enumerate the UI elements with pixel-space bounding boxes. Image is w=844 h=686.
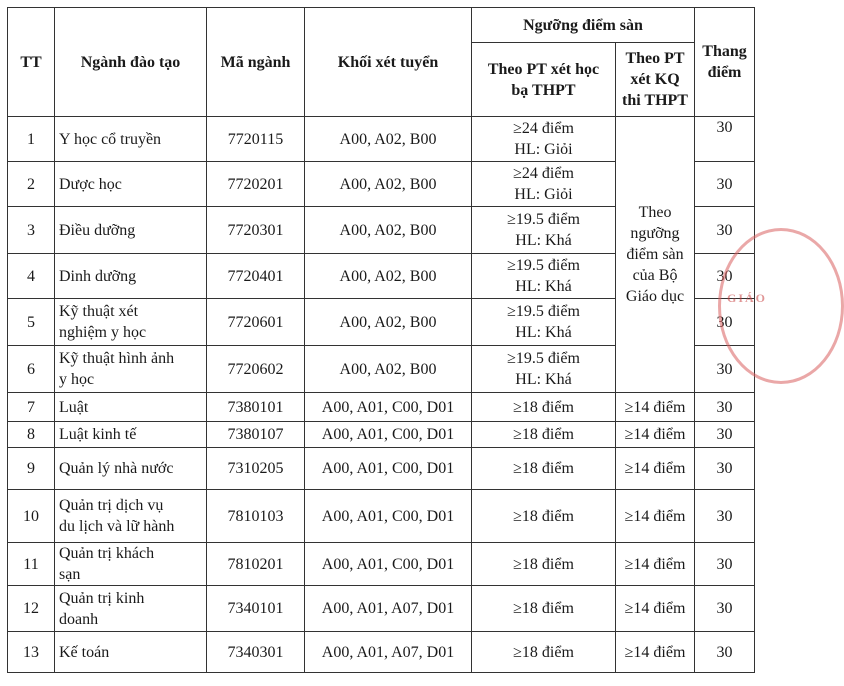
cell-major-line: Điều dưỡng [59,221,136,239]
cell-tt: 4 [8,254,55,299]
cell-code: 7720401 [207,254,305,299]
cell-scale: 30 [695,448,755,490]
cell-tt: 7 [8,393,55,422]
cell-hocba-line: ≥19.5 điểm [507,257,580,274]
cell-scale: 30 [695,632,755,673]
header-by-hocba [472,43,616,117]
cell-blocks: A00, A02, B00 [305,254,472,299]
table-row [8,586,755,632]
cell-hocba-line: ≥18 điểm [513,460,574,477]
cell-hocba [472,490,616,543]
cell-hocba [472,117,616,162]
cell-code: 7720602 [207,346,305,393]
cell-hocba-line: ≥24 điểm [513,120,574,137]
cell-blocks: A00, A01, A07, D01 [305,632,472,673]
cell-thpt: ≥14 điểm [616,490,695,543]
cell-hocba-line: ≥18 điểm [513,426,574,443]
cell-blocks: A00, A02, B00 [305,207,472,254]
cell-major-line: Luật [59,398,89,416]
cell-major [55,117,207,162]
header-tt: TT [8,8,55,117]
cell-blocks: A00, A02, B00 [305,346,472,393]
header-code: Mã ngành [207,8,305,117]
cell-blocks: A00, A01, C00, D01 [305,422,472,448]
header-major: Ngành đào tạo [55,8,207,117]
cell-major-line: Dinh dưỡng [59,267,137,285]
cell-major [55,448,207,490]
header-hocba-line: bạ THPT [511,81,576,99]
cell-hocba-line: ≥19.5 điểm [507,350,580,367]
cell-hocba-line: ≥19.5 điểm [507,211,580,228]
cell-major [55,207,207,254]
cell-code: 7380101 [207,393,305,422]
cell-scale: 30 [695,162,755,207]
cell-tt: 12 [8,586,55,632]
cell-major [55,543,207,586]
cell-major [55,490,207,543]
table-body [8,117,755,673]
table-row [8,543,755,586]
cell-blocks: A00, A02, B00 [305,299,472,346]
cell-tt: 2 [8,162,55,207]
cell-hocba [472,162,616,207]
cell-code: 7340301 [207,632,305,673]
cell-blocks: A00, A01, C00, D01 [305,543,472,586]
cell-tt: 3 [8,207,55,254]
admission-threshold-table [7,7,755,673]
cell-major-line: doanh [59,610,99,628]
cell-major [55,254,207,299]
cell-tt: 10 [8,490,55,543]
cell-scale: 30 [695,422,755,448]
table-row [8,448,755,490]
cell-hocba-line: HL: Khá [515,324,572,341]
cell-hocba-line: HL: Giỏi [514,186,573,203]
thpt-note-line: điểm sàn [626,246,684,263]
cell-major [55,162,207,207]
cell-major-line: Quản trị dịch vụ [59,497,164,514]
cell-hocba [472,632,616,673]
table-header [8,8,755,117]
header-threshold: Ngưỡng điểm sàn [472,8,695,43]
cell-scale: 30 [695,393,755,422]
table-row [8,422,755,448]
header-blocks: Khối xét tuyển [305,8,472,117]
header-thpt-line: xét KQ [630,71,680,88]
cell-major-line: nghiệm y học [59,324,147,341]
table-row [8,632,755,673]
cell-major [55,586,207,632]
cell-code: 7720601 [207,299,305,346]
cell-major [55,393,207,422]
cell-thpt-merged-note [616,117,695,393]
header-by-thpt [616,43,695,117]
cell-major-line: Quản trị kinh [59,589,145,607]
cell-major-line: Kế toán [59,643,110,661]
thpt-note-line: Theo [638,204,672,221]
header-scale [695,8,755,117]
cell-tt: 6 [8,346,55,393]
cell-scale: 30 [695,490,755,543]
thpt-note-line: Giáo dục [625,288,685,305]
header-hocba-line: Theo PT xét học [487,60,600,78]
cell-hocba-line: ≥18 điểm [513,600,574,617]
cell-major-line: Quản trị khách [59,545,155,562]
header-scale-line: Thang [702,43,747,60]
cell-thpt: ≥14 điểm [616,393,695,422]
cell-tt: 5 [8,299,55,346]
cell-hocba-line: ≥24 điểm [513,165,574,182]
cell-hocba [472,448,616,490]
cell-hocba-line: ≥19.5 điểm [507,303,580,320]
cell-hocba-line: ≥18 điểm [513,507,574,525]
cell-major-line: sạn [59,566,81,583]
cell-hocba-line: HL: Khá [515,371,572,388]
cell-major [55,422,207,448]
cell-thpt: ≥14 điểm [616,632,695,673]
cell-blocks: A00, A01, C00, D01 [305,490,472,543]
cell-code: 7810103 [207,490,305,543]
cell-major-line: Dược học [59,175,122,193]
cell-hocba-line: HL: Khá [515,232,572,249]
cell-thpt: ≥14 điểm [616,448,695,490]
cell-hocba-line: ≥18 điểm [513,398,574,416]
cell-blocks: A00, A01, C00, D01 [305,448,472,490]
cell-tt: 9 [8,448,55,490]
table-row [8,393,755,422]
cell-tt: 11 [8,543,55,586]
cell-code: 7810201 [207,543,305,586]
cell-major [55,346,207,393]
cell-scale: 30 [695,254,755,299]
cell-hocba [472,254,616,299]
cell-scale: 30 [695,346,755,393]
cell-hocba-line: ≥18 điểm [513,643,574,661]
cell-code: 7720201 [207,162,305,207]
cell-blocks: A00, A01, C00, D01 [305,393,472,422]
cell-code: 7720115 [207,117,305,162]
cell-thpt: ≥14 điểm [616,422,695,448]
thpt-note-line: của Bộ [632,267,678,284]
cell-code: 7720301 [207,207,305,254]
cell-hocba-line: HL: Khá [515,278,572,295]
cell-tt: 1 [8,117,55,162]
cell-scale: 30 [695,117,755,162]
cell-hocba [472,299,616,346]
cell-major-line: Quản lý nhà nước [59,460,174,477]
cell-code: 7310205 [207,448,305,490]
cell-scale: 30 [695,543,755,586]
cell-thpt: ≥14 điểm [616,543,695,586]
thpt-note-line: ngưỡng [630,225,680,242]
table-row [8,490,755,543]
cell-code: 7380107 [207,422,305,448]
cell-hocba-line: ≥18 điểm [513,555,574,573]
cell-blocks: A00, A02, B00 [305,162,472,207]
cell-major-line: Kỹ thuật xét [59,303,139,320]
cell-scale: 30 [695,299,755,346]
header-thpt-line: Theo PT [625,50,685,67]
cell-hocba [472,346,616,393]
header-scale-line: điểm [707,64,742,81]
cell-code: 7340101 [207,586,305,632]
cell-major-line: y học [59,371,95,388]
cell-hocba [472,207,616,254]
cell-major [55,632,207,673]
cell-tt: 8 [8,422,55,448]
cell-blocks: A00, A01, A07, D01 [305,586,472,632]
cell-hocba [472,393,616,422]
cell-blocks: A00, A02, B00 [305,117,472,162]
cell-major-line: Y học cổ truyền [59,130,162,148]
table-row [8,117,755,162]
cell-hocba [472,422,616,448]
cell-major-line: Luật kinh tế [59,426,137,443]
cell-thpt: ≥14 điểm [616,586,695,632]
header-thpt-line: thi THPT [622,92,688,109]
cell-major-line: Kỹ thuật hình ảnh [59,350,175,367]
cell-scale: 30 [695,586,755,632]
cell-tt: 13 [8,632,55,673]
cell-scale: 30 [695,207,755,254]
cell-major [55,299,207,346]
cell-hocba-line: HL: Giỏi [514,141,573,158]
cell-major-line: du lịch và lữ hành [59,518,175,535]
cell-hocba [472,543,616,586]
cell-hocba [472,586,616,632]
stamp-mark: GIÁO [727,291,768,305]
